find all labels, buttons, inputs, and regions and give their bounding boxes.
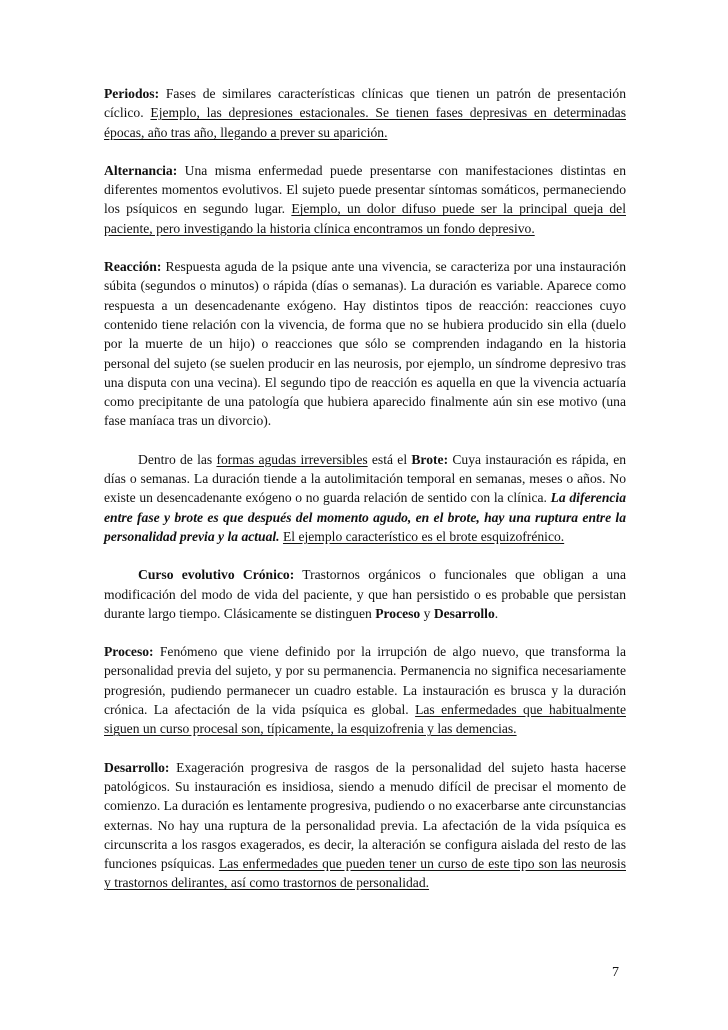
text-run: Ejemplo, un dolor difuso puede ser la principal queja del paciente, pero investigando la historia clínica encontramos un fondo depresivo. bbox=[104, 201, 626, 236]
paragraph-periodos bbox=[104, 84, 626, 142]
paragraph-reaccion bbox=[104, 257, 626, 431]
text-run: Ejemplo, las depresiones estacionales. Se tienen fases depresivas en determinadas épocas, año tras año, llegando a prever su aparición. bbox=[104, 105, 626, 140]
paragraph-alternancia bbox=[104, 161, 626, 238]
text-run: Proceso: bbox=[104, 644, 154, 660]
text-run: La diferencia entre fase y brote es que después del momento agudo, en el brote, hay una ruptura entre la personalidad previa y la actual. bbox=[104, 490, 627, 544]
text-run: Periodos: bbox=[104, 86, 160, 101]
paragraph-curso-cronico bbox=[104, 565, 626, 623]
text-run: Las enfermedades que pueden tener un curso de este tipo son las neurosis y trastornos delirantes, así como trastornos de personalidad. bbox=[104, 856, 626, 891]
paragraph-desarrollo bbox=[104, 758, 626, 893]
page-number: 7 bbox=[612, 965, 619, 980]
text-run: Exageración progresiva de rasgos de la personalidad del sujeto hasta hacerse patológicos. Su instauración es insidiosa, siendo a menudo difícil de precisar el momento de comienzo. La duración es lentamente progresiva, pudiendo o no exacerbarse ante circunstancias externas. No hay una ruptura de la personalidad previa. La afectación de la vida psíquica es circunscrita a los rasgos exagerados, es decir, la alteración se configura aislada del resto de las funciones psíquicas. bbox=[104, 759, 627, 872]
text-run: Curso evolutivo Crónico: bbox=[138, 567, 295, 583]
text-run: está el bbox=[367, 451, 412, 467]
text-run: formas agudas irreversibles bbox=[216, 451, 368, 467]
text-run: Proceso bbox=[375, 605, 421, 621]
text-run: . bbox=[494, 605, 499, 621]
text-run: Una misma enfermedad puede presentarse con manifestaciones distintas en diferentes momentos evolutivos. El sujeto puede presentar síntomas somáticos, permaneciendo los psíquicos en segundo lugar. bbox=[104, 162, 626, 217]
text-run: Las enfermedades que habitualmente siguen un curso procesal son, típicamente, la esquizofrenia y las demencias. bbox=[104, 702, 626, 737]
text-run: Dentro de las bbox=[138, 451, 217, 467]
text-run: Cuya instauración es rápida, en días o semanas. La duración tiende a la autolimitación temporal en semanas, meses o años. No existe un desencadenante exógeno o no guarda relación de sentido con la clínica. bbox=[104, 451, 627, 506]
text-run: Fases de similares características clínicas que tienen un patrón de presentación cíclico. bbox=[104, 86, 626, 121]
text-run: Respuesta aguda de la psique ante una vivencia, se caracteriza por una instauración súbita (segundos o minutos) o rápida (días o semanas). La duración es variable. Aparece como respuesta a un desencadenante exógeno. Hay distintos tipos de reacción: reacciones cuyo contenido tiene relación con la vivencia, de forma que no se hubiera producido sin ella (duelo por la muerte de un hijo) o reacciones que sólo se comprenden indagando en la historia personal del sujeto (se suelen producir en las neurosis, por ejemplo, un síndrome depresivo tras una disputa con una vecina). El segundo tipo de reacción es aquella en que la vivencia actuaría como precipitante de una patología que hubiera aparecido finalmente aún sin ese motivo (una fase maníaca tras un divorcio). bbox=[104, 259, 626, 429]
text-run: Trastornos orgánicos o funcionales que obligan a una modificación del modo de vida del paciente, y que han persistido o es probable que persistan durante largo tiempo. Clásicamente se distinguen bbox=[104, 567, 627, 621]
document-body bbox=[104, 84, 626, 912]
text-run: Desarrollo: bbox=[104, 759, 170, 775]
text-run: Alternancia: bbox=[104, 162, 178, 178]
text-run: Desarrollo bbox=[433, 605, 495, 621]
text-run: Brote: bbox=[411, 451, 449, 467]
paragraph-brote bbox=[104, 450, 626, 546]
text-run: y bbox=[420, 605, 434, 621]
text-run: El ejemplo característico es el brote esquizofrénico. bbox=[282, 528, 565, 544]
paragraph-proceso bbox=[104, 642, 626, 738]
text-run: Reacción: bbox=[104, 259, 162, 275]
text-run: Fenómeno que viene definido por la irrupción de algo nuevo, que transforma la personalidad previa del sujeto, y por su permanencia. Permanencia no significa necesariamente progresión, pudiendo permanecer un cuadro estable. La instauración es brusca y la duración crónica. La afectación de la vida psíquica es global. bbox=[104, 644, 626, 718]
